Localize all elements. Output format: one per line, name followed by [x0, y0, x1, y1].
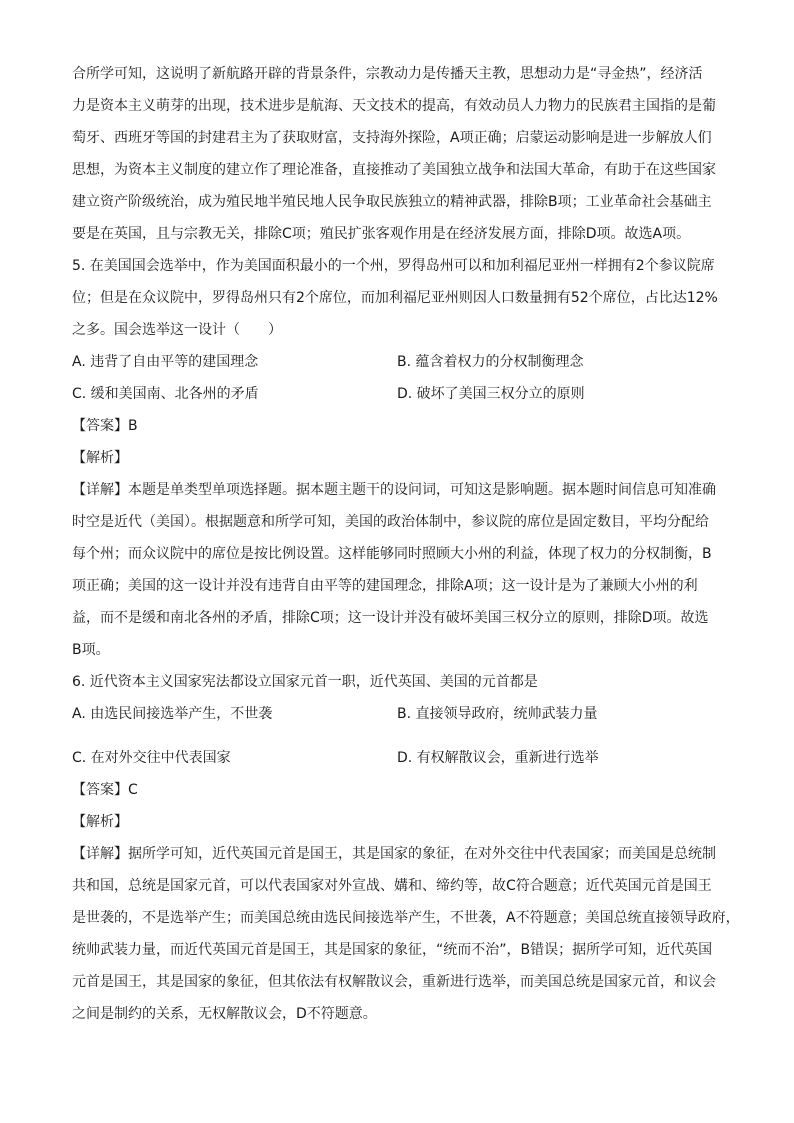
q5-detail-line: B项。 [72, 642, 110, 658]
q6-answer: 【答案】C [72, 782, 138, 798]
q6-option-a: A. 由选民间接选举产生，不世袭 [72, 706, 273, 722]
q5-stem-line: 之多。国会选举这一设计（ ） [72, 322, 282, 338]
q5-answer: 【答案】B [72, 418, 138, 434]
q5-option-d: D. 破坏了美国三权分立的原则 [397, 386, 585, 402]
q6-stem: 6. 近代资本主义国家宪法都设立国家元首一职，近代英国、美国的元首都是 [72, 674, 538, 690]
q5-analysis-label: 【解析】 [72, 450, 128, 466]
q5-option-b: B. 蕴含着权力的分权制衡理念 [397, 354, 584, 370]
q5-detail-line: 项正确；美国的这一设计并没有违背自由平等的建国理念，排除A项；这一设计是为了兼顾大小州的利 [72, 578, 698, 594]
q6-detail-line: 元首是国王，其是国家的象征，但其依法有权解散议会，重新进行选举，而美国总统是国家元首，和议会 [72, 974, 716, 990]
q6-option-b: B. 直接领导政府，统帅武装力量 [397, 706, 598, 722]
q5-detail-line: 每个州；而众议院中的席位是按比例设置。这样能够同时照顾大小州的利益，体现了权力的分权制衡，B [72, 546, 712, 562]
q5-detail-line: 时空是近代（美国）。根据题意和所学可知，美国的政治体制中，参议院的席位是固定数目，平均分配给 [72, 514, 709, 530]
q5-stem-line: 5. 在美国国会选举中，作为美国面积最小的一个州，罗得岛州可以和加利福尼亚州一样拥有2个参议院席 [72, 258, 715, 274]
q6-detail-line: 是世袭的，不是选举产生；而美国总统由选民间接选举产生，不世袭，A不符题意；美国总统直接领导政府， [72, 910, 740, 926]
intro-line: 萄牙、西班牙等国的封建君主为了获取财富，支持海外探险，A项正确；启蒙运动影响是进一步解放人们 [72, 130, 712, 146]
q6-option-d: D. 有权解散议会，重新进行选举 [397, 750, 599, 766]
q6-analysis-label: 【解析】 [72, 814, 128, 830]
intro-line: 力是资本主义萌芽的出现，技术进步是航海、天文技术的提高，有效动员人力物力的民族君主国指的是葡 [72, 98, 716, 114]
q6-detail-line: 【详解】据所学可知，近代英国元首是国王，其是国家的象征，在对外交往中代表国家；而美国是总统制 [72, 846, 716, 862]
q5-detail-line: 益，而不是缓和南北各州的矛盾，排除C项；这一设计并没有破坏美国三权分立的原则，排除D项。故选 [72, 610, 709, 626]
intro-line: 合所学可知，这说明了新航路开辟的背景条件，宗教动力是传播天主教，思想动力是“寻金热”，经济活 [72, 66, 703, 82]
q6-detail-line: 统帅武装力量，而近代英国元首是国王，其是国家的象征，“统而不治”，B错误；据所学可知，近代英国 [72, 942, 713, 958]
intro-line: 思想，为资本主义制度的建立作了理论准备，直接推动了美国独立战争和法国大革命，有助于在这些国家 [72, 162, 716, 178]
intro-line: 建立资产阶级统治，成为殖民地半殖民地人民争取民族独立的精神武器，排除B项；工业革命社会基础主 [72, 194, 712, 210]
intro-line: 要是在英国，且与宗教无关，排除C项；殖民扩张客观作用是在经济发展方面，排除D项。故选A项。 [72, 226, 691, 242]
q5-option-a: A. 违背了自由平等的建国理念 [72, 354, 259, 370]
q6-option-c: C. 在对外交往中代表国家 [72, 750, 231, 766]
q5-option-c: C. 缓和美国南、北各州的矛盾 [72, 386, 259, 402]
q5-detail-line: 【详解】本题是单类型单项选择题。据本题主题干的设问词，可知这是影响题。据本题时间信息可知准确 [72, 482, 716, 498]
q5-stem-line: 位；但是在众议院中，罗得岛州只有2个席位，而加利福尼亚州则因人口数量拥有52个席位，占比达12% [72, 290, 718, 306]
q6-detail-line: 之间是制约的关系，无权解散议会，D不符题意。 [72, 1006, 377, 1022]
q6-detail-line: 共和国，总统是国家元首，可以代表国家对外宣战、媾和、缔约等，故C符合题意；近代英国元首是国王 [72, 878, 712, 894]
